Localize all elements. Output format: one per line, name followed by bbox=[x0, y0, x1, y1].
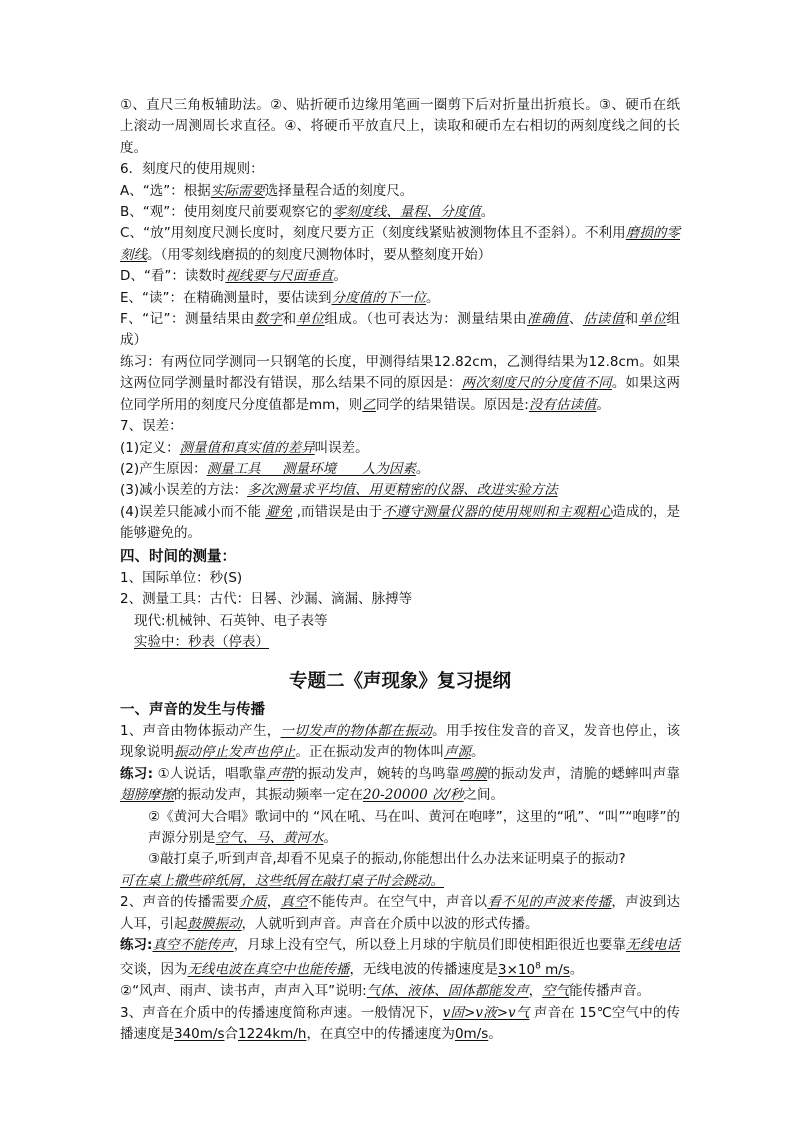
practice-table-answer: 可在桌上撒些碎纸屑，这些纸屑在敲打桌子时会跳动。 bbox=[120, 872, 444, 889]
practice-wind-rain: ②“风声、雨声、读书声，声声入耳”说明:气体、液体、固体都能发声，空气能传播声音。 bbox=[120, 983, 651, 1000]
practice-table-question: ③敲打桌子,听到声音,却看不见桌子的振动,你能想出什么办法来证明桌子的振动? bbox=[148, 851, 626, 868]
rule-a: A、“选”：根据实际需要选择量程合适的刻度尺。 bbox=[120, 182, 414, 199]
rule-b: B、“观”：使用刻度尺前要观察它的零刻度线、量程、分度值。 bbox=[120, 204, 495, 221]
practice-yellow-river: ②《黄河大合唱》歌词中的 “风在吼、马在叫、黄河在咆哮”，这里的“吼”、“叫”“咆哮”的声源分别是空气、马、黄河水。 bbox=[148, 808, 680, 846]
error-vs-mistake: (4)误差只能减小而不能 避免 ,而错误是由于不遵守测量仪器的使用规则和主观粗心造成的，是能够避免的。 bbox=[120, 503, 681, 542]
error-reduce: (3)减小误差的方法：多次测量求平均值、用更精密的仪器、改进实验方法 bbox=[120, 482, 558, 499]
error-heading: 7、误差： bbox=[120, 418, 183, 435]
sound-propagation: 2、声音的传播需要介质，真空不能传声。在空气中，声音以看不见的声波来传播，声波到达人耳，引起鼓膜振动，人就听到声音。声音在介质中以波的形式传播。 bbox=[120, 894, 681, 932]
rule-d: D、“看”：读数时视线要与尺面垂直。 bbox=[120, 268, 347, 285]
rule-c: C、“放”用刻度尺测长度时，刻度尺要方正（刻度线紧贴被测物体且不歪斜）。不利用磨损的零刻线。（用零刻线磨损的的刻度尺测物体时，要从整刻度开始） bbox=[120, 225, 681, 263]
coin-measure-methods: ①、直尺三角板辅助法。②、贴折硬币边缘用笔画一圈剪下后对折量出折痕长。③、硬币在纸上滚动一周测周长求直径。④、将硬币平放直尺上，读取和硬币左右相切的两刻度线之间的长度。 bbox=[120, 97, 680, 156]
practice-vacuum: 练习:真空不能传声，月球上没有空气，所以登上月球的宇航员们即使相距很近也要靠无线电话交谈，因为无线电波在真空中也能传播，无线电波的传播速度是$3\times 10^8$ m/s。 bbox=[120, 937, 681, 978]
page-title: 专题二《声现象》复习提纲 bbox=[288, 670, 511, 692]
practice-vibration: 练习: ①人说话，唱歌靠声带的振动发声，婉转的鸟鸣靠鸣膜的振动发声，清脆的蟋蟀叫声靠翅膀摩擦的振动发声，其振动频率一定在20-20000 次/秒之间。 bbox=[120, 765, 681, 804]
error-cause: (2)产生原因：测量工具 测量环境 人为因素。 bbox=[120, 460, 430, 477]
practice-pen-length: 练习：有两位同学测同一只钢笔的长度，甲测得结果12.82cm，乙测得结果为12.8cm。如果这两位同学测量时都没有错误，那么结果不同的原因是：两次刻度尺的分度值不同。如果这两位同学所用的刻度尺分度值都是mm，则乙同学的结果错误。原因是:没有估读值。 bbox=[120, 353, 681, 413]
time-heading: 四、时间的测量： bbox=[120, 548, 236, 565]
time-tools-lab: 实验中：秒表（停表） bbox=[134, 634, 269, 651]
document-page bbox=[120, 95, 680, 1046]
time-tools-ancient: 2、测量工具：古代：日晷、沙漏、滴漏、脉搏等 bbox=[120, 591, 413, 608]
time-tools-modern: 现代:机械钟、石英钟、电子表等 bbox=[134, 612, 328, 629]
sound-heading: 一、声音的发生与传播 bbox=[120, 701, 265, 718]
sound-speed: 3、声音在介质中的传播速度简称声速。一般情况下，v固>v液>v气 声音在 15℃空气中的传播速度是340m/s合1224km/h，在真空中的传播速度为0m/s。 bbox=[120, 1004, 681, 1043]
rule-e: E、“读”：在精确测量时，要估读到分度值的下一位。 bbox=[120, 289, 440, 306]
rule-f: F、“记”：测量结果由数字和单位组成。（也可表达为：测量结果由准确值、估读值和单位组成） bbox=[120, 311, 681, 349]
time-unit: 1、国际单位：秒(S) bbox=[120, 569, 243, 586]
ruler-rules-heading: 6．刻度尺的使用规则： bbox=[120, 161, 264, 178]
error-definition: (1)定义：测量值和真实值的差异叫误差。 bbox=[120, 439, 369, 456]
sound-origin: 1、声音由物体振动产生，一切发声的物体都在振动。用手按住发音的音叉，发音也停止，该现象说明振动停止发声也停止。正在振动发声的物体叫声源。 bbox=[120, 722, 681, 761]
